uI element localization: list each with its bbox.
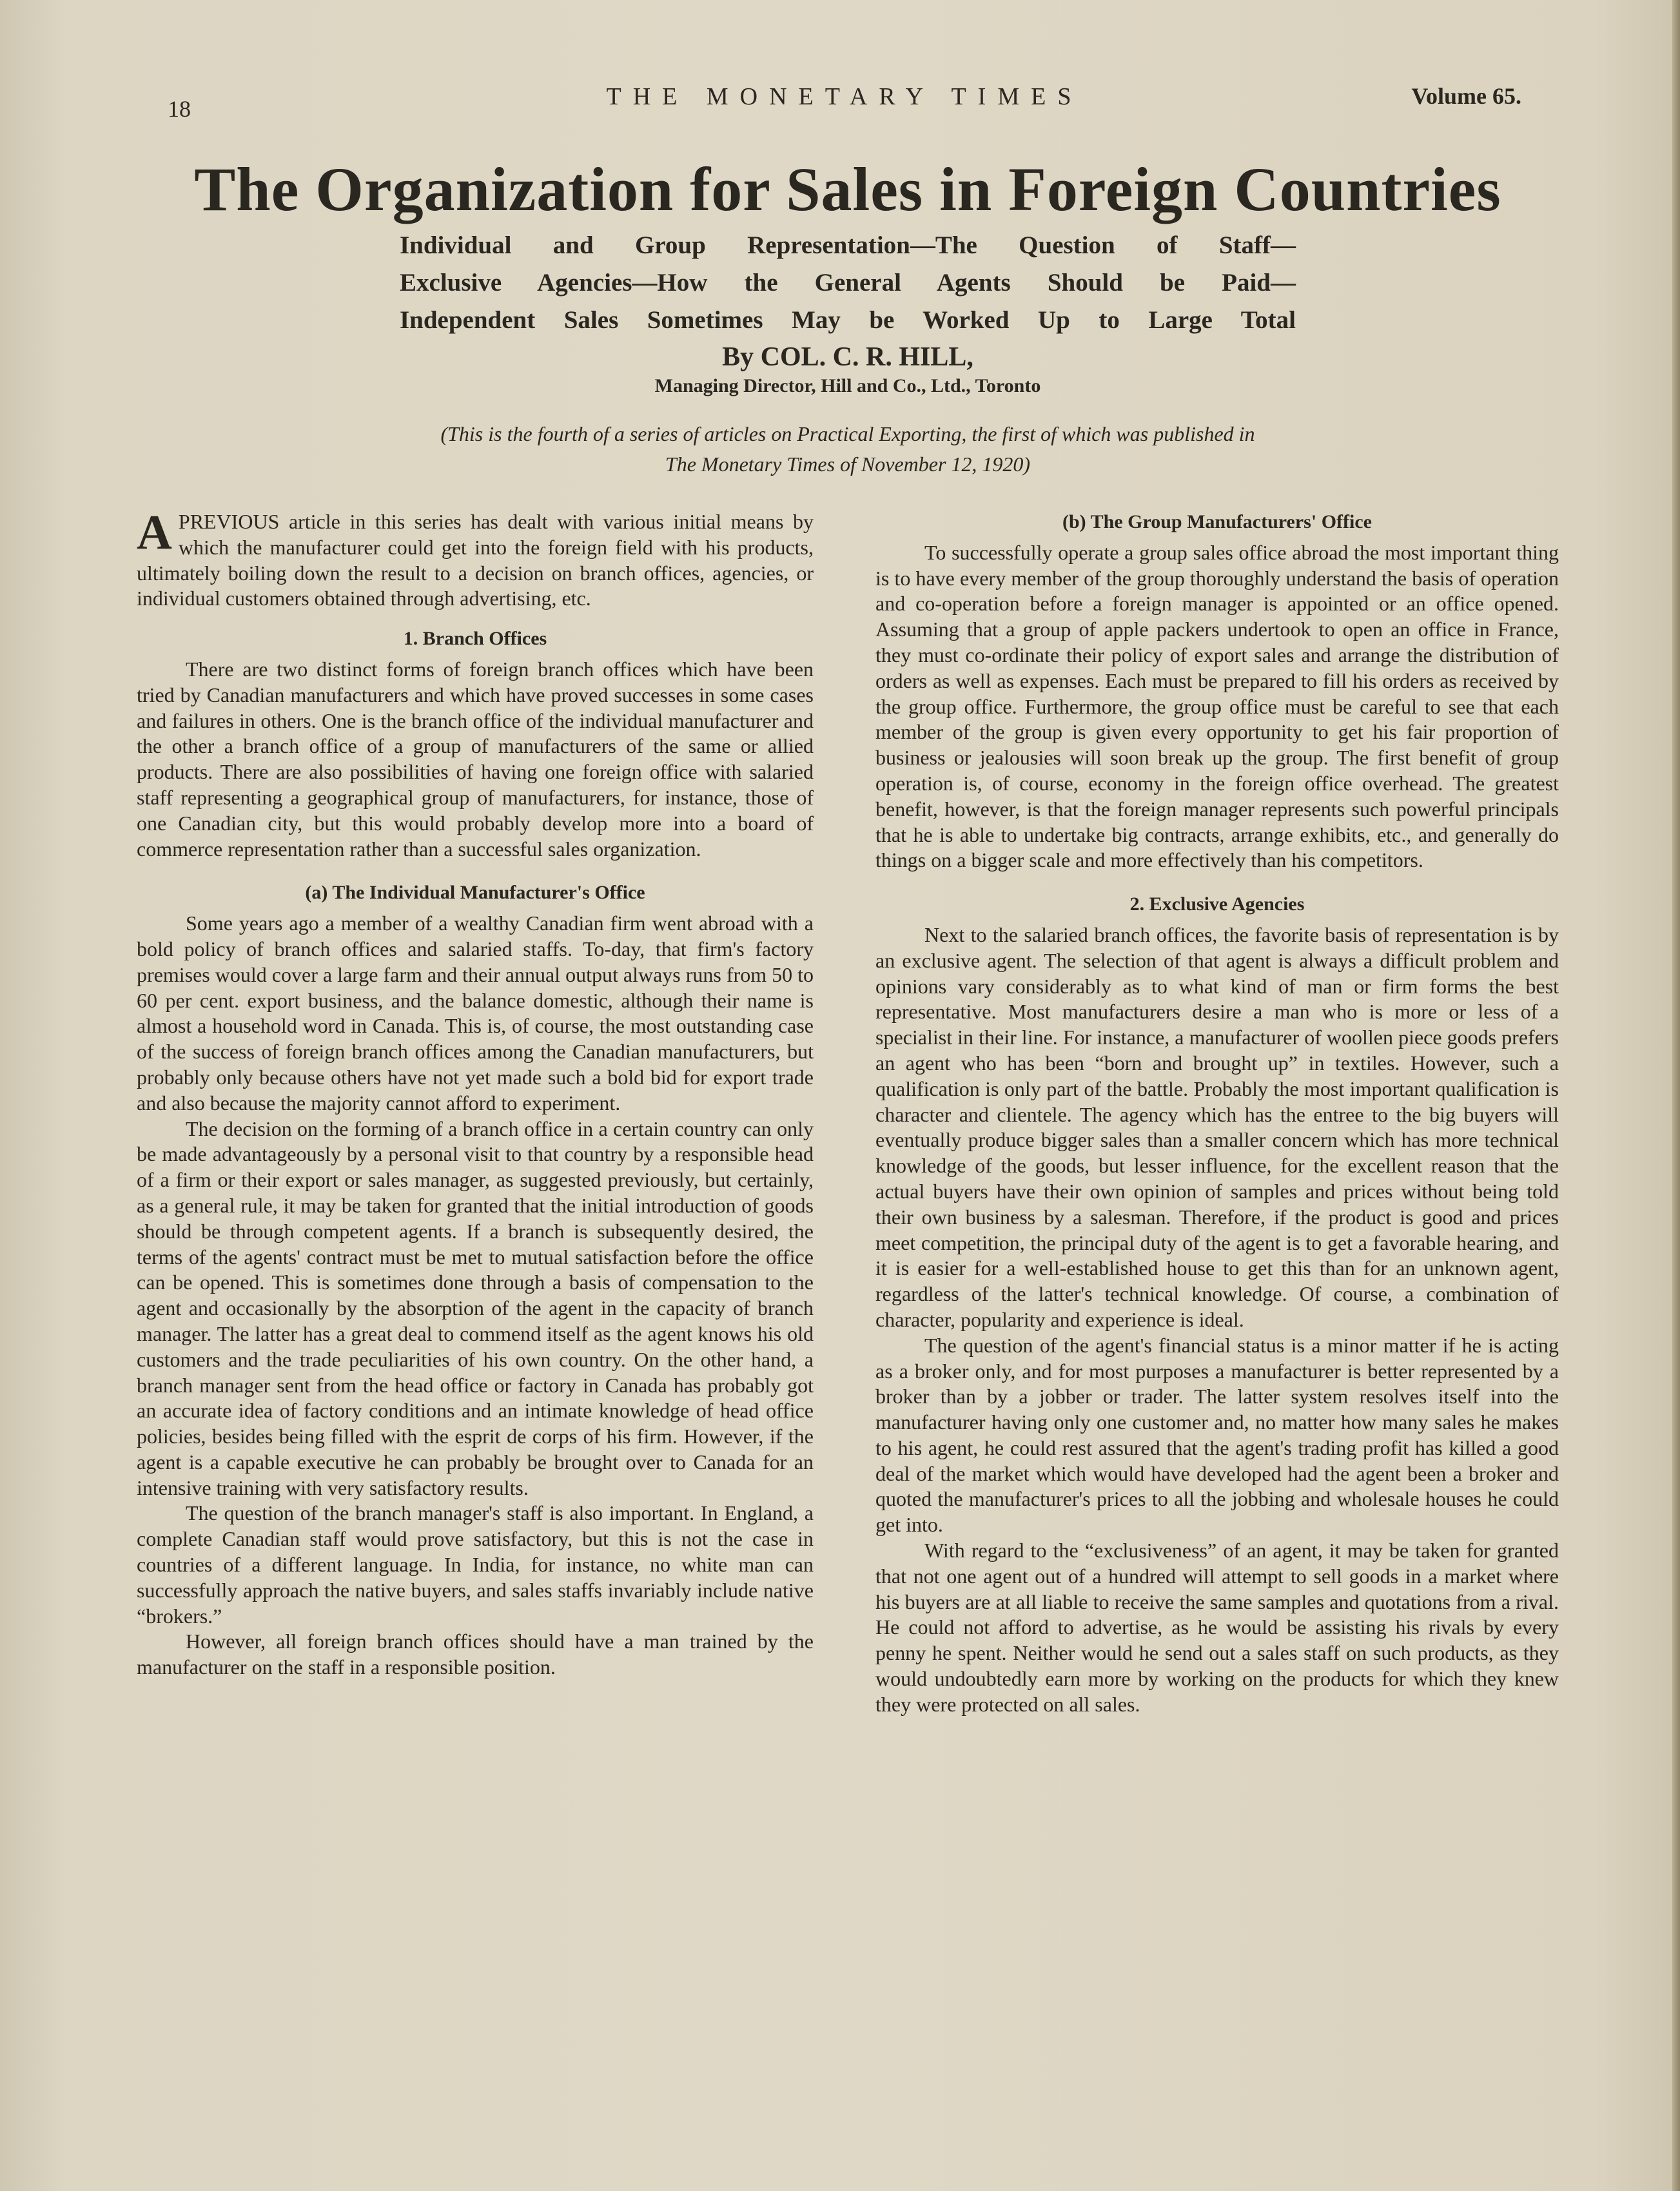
volume-label: Volume 65. (1411, 83, 1521, 109)
body-paragraph: The decision on the forming of a branch office in a certain country can only be made advantageously by a personal visit to that country by a responsible head of a firm or their export or sales manager, as suggested previously, but certainly, as a general rule, it may be taken for granted that the initial introduction of goods should be through competent agents. If a branch is subsequently desired, the terms of the agents' contract must be met to mutual satisfaction before the office can be opened. This is sometimes done through a basis of compensation to the agent and occasionally by the absorption of the agent in the capacity of branch manager. The latter has a great deal to commend itself as the agent knows his old customers and the trade peculiarities of his own country. On the other hand, a branch manager sent from the head office or factory in Canada has probably got an accurate idea of factory conditions and an intimate knowledge of head office policies, besides being filled with the esprit de corps of his firm. However, if the agent is a capable executive he can probably be brought over to Canada for an intensive training with very satisfactory results. (137, 1116, 814, 1499)
deck-line: Exclusive Agencies—How the General Agents Should be Paid— (400, 269, 1296, 297)
section-heading: (a) The Individual Manufacturer's Office (305, 882, 645, 904)
author-affiliation: Managing Director, Hill and Co., Ltd., Toronto (654, 375, 1041, 396)
section-heading: 1. Branch Offices (403, 628, 547, 650)
binding-edge (1672, 0, 1680, 2191)
body-paragraph: The question of the branch manager's staff is also important. In England, a complete Canadian staff would prove satisfactory, but this is not the case in countries of a different language. In India, for instance, no white man can successfully approach the native buyers, and sales staffs invariably include native “brokers.” (137, 1501, 814, 1628)
body-paragraph: Next to the salaried branch offices, the favorite basis of representation is by an exclusive agent. The selection of that agent is always a difficult problem and opinions vary considerably as to what kind of man or firm forms the best representative. Most manufacturers desire a man who is more or less of a specialist in their line. For instance, a manufacturer of woollen piece goods prefers an agent who has been “born and brought up” in textiles. However, such a qualification is only part of the battle. Probably the most important qualification is character and clientele. The agency which has the entree to the big buyers will eventually produce bigger sales than a smaller concern which has more technical knowledge of the goods, but lesser influence, for the excellent reason that the actual buyers have their own opinion of samples and prices without being told their own business by a salesman. Therefore, if the product is good and prices meet competition, the principal duty of the agent is to get a favorable hearing, and it is easier for a well-established house to get this than for an unknown agent, regardless of the latter's technical knowledge. Of course, a combination of character, popularity and experience is ideal. (875, 922, 1559, 1331)
page-number: 18 (168, 96, 191, 122)
journal-name: THE MONETARY TIMES (606, 83, 1083, 110)
article-title: The Organization for Sales in Foreign Countries (194, 155, 1501, 224)
section-heading: (b) The Group Manufacturers' Office (1062, 511, 1372, 532)
running-head (168, 83, 1521, 121)
drop-cap: A (137, 505, 172, 560)
series-note (258, 419, 1438, 480)
body-paragraph: To successfully operate a group sales office abroad the most important thing is to have every member of the group thoroughly understand the basis of operation and co-operation before a foreign manager is appointed or an office opened. Assuming that a group of apple packers undertook to open an office in France, they must co-ordinate their policy of export sales and arrange the distribution of orders as well as expenses. Each must be prepared to fill his orders as received by the group office. Furthermore, the group office must be careful to see that each member of the group is given every opportunity to get his fair proportion of business or jealousies will soon break up the group. The first benefit of group operation is, of course, economy in the foreign office overhead. The greatest benefit, however, is that the foreign manager represents such powerful principals that he is able to undertake big contracts, arrange exhibits, etc., and generally do things on a bigger scale and more effectively than his competitors. (875, 540, 1559, 872)
intro-text: PREVIOUS article in this series has dealt with various initial means by which the manufacturer could get into the foreign field with his products, ultimately boiling down the result to a decision on branch offices, agencies, or individual customers obtained through advertising, etc. (137, 510, 814, 610)
byline: By COL. C. R. HILL, (722, 342, 973, 372)
intro-paragraph (137, 505, 814, 612)
body-paragraph: There are two distinct forms of foreign branch offices which have been tried by Canadian manufacturers and which have proved successes in some cases and failures in others. One is the branch office of the individual manufacturer and the other a branch office of a group of manufacturers of the same or allied products. There are also possibilities of having one foreign office with salaried staff representing a geographical group of manufacturers, for instance, those of one Canadian city, but this would probably develop more into a board of commerce representation rather than a successful sales organization. (137, 657, 814, 861)
deck-line: Independent Sales Sometimes May be Worked Up to Large Total (400, 306, 1296, 334)
right-column (875, 509, 1559, 1718)
series-note-line: The Monetary Times of November 12, 1920) (665, 453, 1031, 476)
deck-line: Individual and Group Representation—The Question of Staff— (400, 231, 1296, 259)
left-column (137, 505, 814, 1680)
article-deck (400, 227, 1296, 339)
section-heading: 2. Exclusive Agencies (1129, 893, 1305, 915)
body-paragraph: However, all foreign branch offices should have a man trained by the manufacturer on the staff in a responsible position. (137, 1630, 814, 1679)
series-note-line: (This is the fourth of a series of articles on Practical Exporting, the first of which was published in (440, 422, 1255, 445)
body-paragraph: With regard to the “exclusiveness” of an agent, it may be taken for granted that not one agent out of a hundred will attempt to sell goods in a market where his buyers are at all liable to receive the same samples and quotations from a rival. He could not afford to advertise, as he would be assisting his rivals by every penny he spent. Neither would he send out a sales staff on such products, as they would undoubtedly earn more by working on the products for which they knew they were protected on all sales. (875, 1539, 1559, 1716)
body-paragraph: The question of the agent's financial status is a minor matter if he is acting as a broker only, and for most purposes a manufacturer is better represented by a broker than by a jobber or trader. The latter system resolves itself into the manufacturer having only one customer and, no matter how many sales he makes to his agent, he could rest assured that the agent's trading profit has killed a good deal of the market which would have developed had the agent been a broker and quoted the manufacturer's prices to all the jobbing and wholesale houses he could get into. (875, 1333, 1559, 1537)
body-paragraph: Some years ago a member of a wealthy Canadian firm went abroad with a bold policy of branch offices and salaried staffs. To-day, that firm's factory premises would cover a large farm and their annual output always runs from 50 to 60 per cent. export business, and the balance domestic, although their name is almost a household word in Canada. This is, of course, the most outstanding case of the success of foreign branch offices among the Canadian manufacturers, but probably only because others have not yet made such a bold bid for export trade and also because the majority cannot afford to experiment. (137, 911, 814, 1115)
